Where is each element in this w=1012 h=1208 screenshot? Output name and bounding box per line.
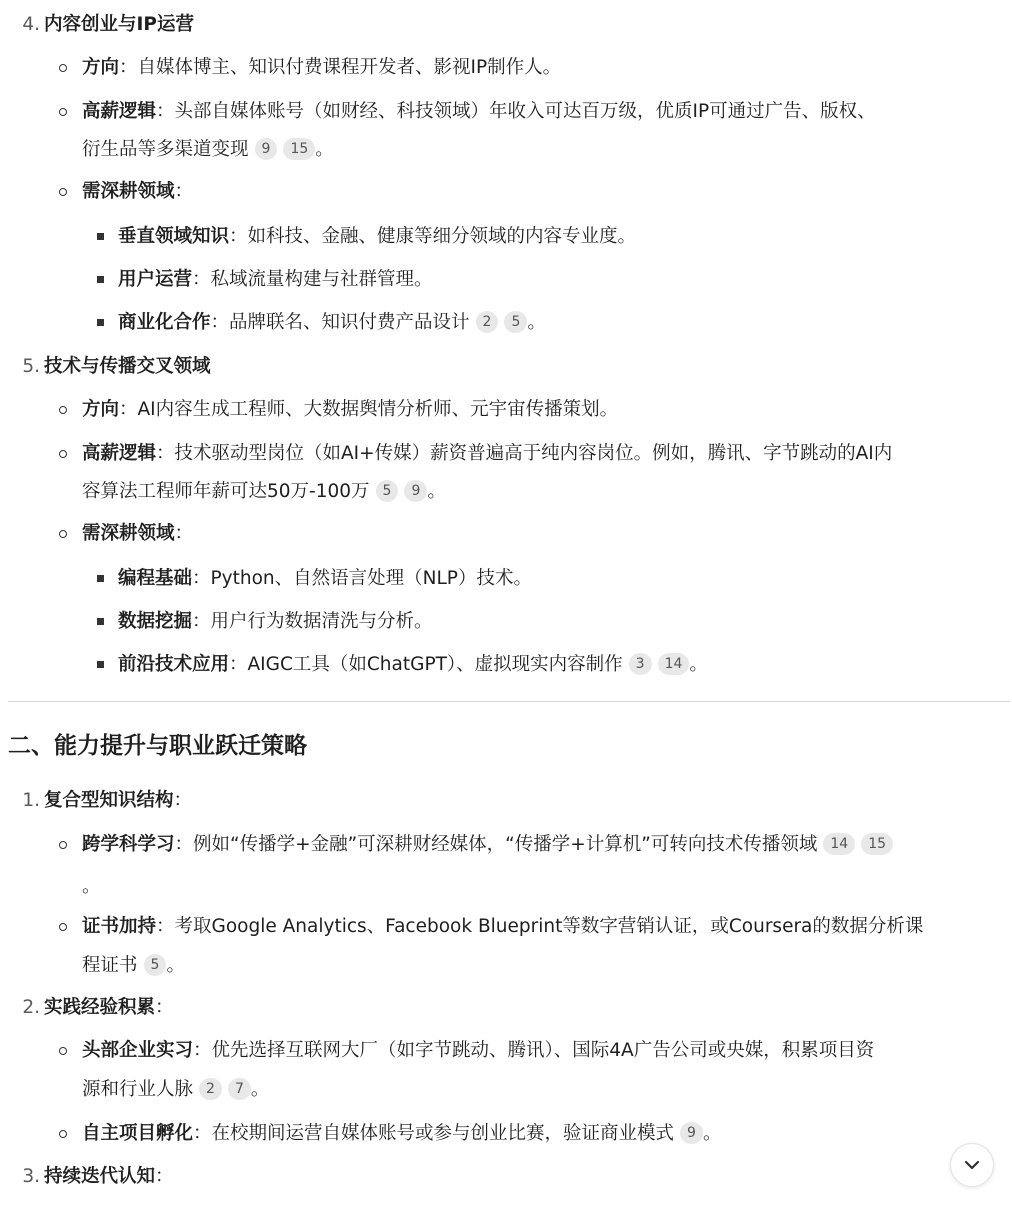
citation-badge[interactable]: 3	[629, 653, 652, 675]
list-title: 内容创业与IP运营	[44, 14, 194, 35]
circle-bullet-icon	[59, 530, 67, 538]
citation-badge[interactable]: 9	[680, 1122, 703, 1144]
text: 容算法工程师年薪可达50万-100万	[82, 481, 370, 502]
text: ：AI内容生成工程师、大数据舆情分析师、元宇宙传播策划。	[119, 399, 619, 420]
label: 需深耕领域	[82, 523, 175, 544]
citation-badge[interactable]: 14	[823, 833, 855, 855]
text: 衍生品等多渠道变现	[82, 139, 249, 160]
text: ：AIGC工具（如ChatGPT）、虚拟现实内容制作	[229, 654, 623, 675]
punct: 。	[166, 955, 185, 976]
label: 自主项目孵化	[82, 1123, 194, 1144]
text: ：自媒体博主、知识付费课程开发者、影视IP制作人。	[119, 57, 562, 78]
punct: ：	[155, 1166, 174, 1187]
punct: 。	[702, 1123, 722, 1144]
deep-line	[82, 520, 193, 548]
label: 证书加持	[82, 916, 157, 937]
list-item-5-title	[16, 353, 211, 381]
punct: 。	[689, 654, 708, 675]
citation-badge[interactable]: 15	[861, 833, 893, 855]
citation-badge[interactable]: 2	[476, 311, 499, 333]
label: 高薪逻辑	[82, 101, 157, 122]
label: 需深耕领域	[82, 181, 175, 202]
text: 源和行业人脉	[82, 1079, 194, 1100]
citation-badge[interactable]: 14	[658, 653, 690, 675]
text: ：	[174, 181, 194, 202]
list-item-4-title	[16, 11, 194, 39]
sub-item	[118, 651, 708, 679]
square-bullet-icon	[97, 276, 104, 283]
circle-bullet-icon	[59, 406, 67, 414]
list-item-3-title	[16, 1163, 174, 1191]
square-bullet-icon	[97, 618, 104, 625]
logic-line	[82, 98, 876, 126]
label: 用户运营	[118, 269, 193, 290]
bullet-line	[82, 831, 893, 859]
list-item-1-title	[16, 787, 192, 815]
citation-badge[interactable]: 5	[504, 311, 527, 333]
text: ：品牌联名、知识付费产品设计	[210, 312, 470, 333]
list-title: 持续迭代认知	[44, 1166, 156, 1187]
square-bullet-icon	[97, 661, 104, 668]
bullet-line	[82, 1120, 721, 1148]
circle-bullet-icon	[59, 923, 67, 931]
square-bullet-icon	[97, 575, 104, 582]
label: 方向	[82, 57, 120, 78]
direction-line	[82, 54, 561, 82]
citation-badge[interactable]: 2	[199, 1078, 222, 1100]
text: ：技术驱动型岗位（如AI+传媒）薪资普遍高于纯内容岗位。例如，腾讯、字节跳动的AI内	[156, 443, 893, 464]
list-item-2-title	[16, 994, 174, 1022]
sub-item	[118, 608, 433, 636]
punct: 。	[82, 876, 101, 897]
label: 头部企业实习	[82, 1040, 194, 1061]
text: ：	[174, 523, 194, 544]
square-bullet-icon	[97, 233, 104, 240]
citation-badge[interactable]: 5	[144, 954, 167, 976]
list-number: 4.	[22, 14, 40, 35]
text: 程证书	[82, 955, 138, 976]
punct: ：	[155, 997, 174, 1018]
list-title: 复合型知识结构	[44, 790, 174, 811]
punct: 。	[527, 312, 546, 333]
text: ：Python、自然语言处理（NLP）技术。	[192, 568, 532, 589]
bullet-line	[82, 1037, 874, 1065]
punct: 。	[427, 481, 446, 502]
circle-bullet-icon	[59, 450, 67, 458]
citation-badge[interactable]: 9	[404, 480, 427, 502]
circle-bullet-icon	[59, 1047, 67, 1055]
punct: 。	[315, 139, 334, 160]
section-heading: 二、能力提升与职业跃迁策略	[8, 733, 307, 759]
square-bullet-icon	[97, 319, 104, 326]
text: ：如科技、金融、健康等细分领域的内容专业度。	[229, 226, 637, 247]
chevron-down-icon	[961, 1154, 983, 1176]
sub-item	[118, 565, 532, 593]
text: ：头部自媒体账号（如财经、科技领域）年收入可达百万级，优质IP可通过广告、版权、	[156, 101, 876, 122]
deep-line	[82, 178, 193, 206]
section-divider	[8, 701, 1010, 702]
list-title: 技术与传播交叉领域	[44, 356, 211, 377]
direction-line	[82, 396, 618, 424]
circle-bullet-icon	[59, 108, 67, 116]
label: 垂直领域知识	[118, 226, 230, 247]
label: 高薪逻辑	[82, 443, 157, 464]
punct: 。	[250, 1079, 270, 1100]
label: 数据挖掘	[118, 611, 193, 632]
sub-item	[118, 223, 636, 251]
label: 编程基础	[118, 568, 193, 589]
text: ：用户行为数据清洗与分析。	[192, 611, 433, 632]
logic-line-cont	[82, 136, 334, 164]
list-number: 5.	[22, 356, 40, 377]
label: 商业化合作	[118, 312, 211, 333]
citation-badge[interactable]: 7	[228, 1078, 251, 1100]
sub-item	[118, 266, 433, 294]
circle-bullet-icon	[59, 64, 67, 72]
text: ：例如“传播学+金融”可深耕财经媒体，“传播学+计算机”可转向技术传播领域	[174, 834, 818, 855]
logic-line-cont	[82, 478, 446, 506]
punct: ：	[173, 790, 193, 811]
list-number: 1.	[22, 790, 40, 811]
bullet-line-cont	[82, 952, 185, 980]
bullet-line	[82, 913, 923, 941]
text: ：私域流量构建与社群管理。	[192, 269, 433, 290]
circle-bullet-icon	[59, 841, 67, 849]
label: 方向	[82, 399, 120, 420]
logic-line	[82, 440, 892, 468]
circle-bullet-icon	[59, 1130, 67, 1138]
label: 跨学科学习	[82, 834, 175, 855]
list-number: 2.	[22, 997, 40, 1018]
citation-badge[interactable]: 15	[283, 138, 315, 160]
scroll-to-bottom-button[interactable]	[950, 1143, 994, 1187]
list-number: 3.	[22, 1166, 40, 1187]
bullet-line-cont	[82, 1076, 269, 1104]
text: ：在校期间运营自媒体账号或参与创业比赛，验证商业模式	[193, 1123, 675, 1144]
text: ：优先选择互联网大厂（如字节跳动、腾讯）、国际4A广告公司或央媒，积累项目资	[193, 1040, 875, 1061]
text: ：考取Google Analytics、Facebook Blueprint等数字营销认证，或Coursera的数据分析课	[156, 916, 924, 937]
label: 前沿技术应用	[118, 654, 230, 675]
citation-badge[interactable]: 5	[376, 480, 399, 502]
bullet-line-cont	[82, 873, 101, 901]
circle-bullet-icon	[59, 188, 67, 196]
sub-item	[118, 309, 546, 337]
citation-badge[interactable]: 9	[255, 138, 278, 160]
list-title: 实践经验积累	[44, 997, 156, 1018]
